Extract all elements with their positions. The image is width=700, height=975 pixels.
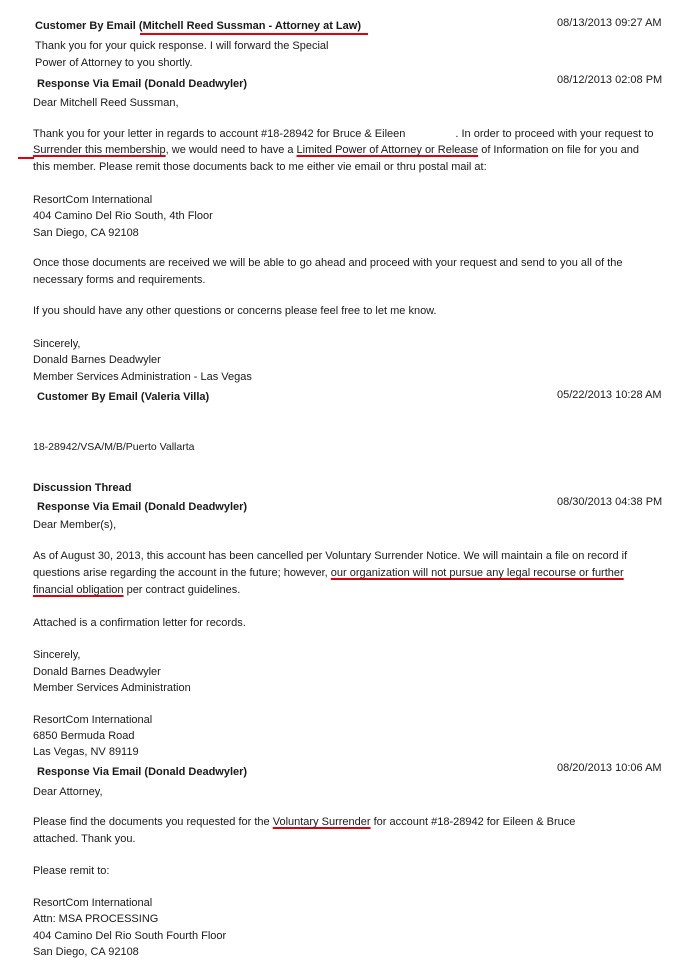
entry-5-salutation: Dear Attorney,	[33, 786, 103, 798]
entry-5-addr-4: San Diego, CA 92108	[33, 946, 139, 958]
entry-5-addr-1: ResortCom International	[33, 897, 153, 909]
surrender-membership-highlight: Surrender this membership	[33, 144, 166, 156]
entry-2-sig-1: Sincerely,	[33, 338, 81, 350]
entry-2-salutation: Dear Mitchell Reed Sussman,	[33, 97, 179, 109]
entry-5-p1-l1a: Please find the documents you requested for the	[33, 816, 273, 828]
entry-4-p1-line-3	[33, 584, 240, 596]
entry-5-addr-3: 404 Camino Del Rio South Fourth Floor	[33, 930, 227, 942]
entry-5-p1-l1c: for account #18-28942 for Eileen & Bruce	[370, 816, 576, 828]
entry-2-p3: If you should have any other questions or concerns please feel free to let me know.	[33, 305, 437, 317]
entry-5-p2: Please remit to:	[33, 865, 110, 877]
entry-4-p2: Attached is a confirmation letter for records.	[33, 617, 246, 629]
entry-4-p1-l3b: per contract guidelines.	[123, 584, 241, 596]
entry-2-p1-l1a: Thank you for your letter in regards to account #18-28942 for Bruce & Eileen	[33, 128, 406, 140]
discussion-thread-title: Discussion Thread	[33, 482, 132, 494]
entry-4-sig-1: Sincerely,	[33, 649, 81, 661]
entry-4-addr-1: ResortCom International	[33, 714, 153, 726]
financial-obligation-highlight: financial obligation	[33, 584, 124, 596]
entry-1-date: 08/13/2013 09:27 AM	[557, 17, 662, 29]
limited-power-highlight: Limited Power of Attorney or Release	[296, 144, 479, 156]
entry-4-addr-3: Las Vegas, NV 89119	[33, 746, 139, 758]
entry-5-p1-line-2: attached. Thank you.	[33, 833, 136, 845]
entry-2-p2-line-2: necessary forms and requirements.	[33, 274, 206, 286]
entry-2-addr-2: 404 Camino Del Rio South, 4th Floor	[33, 210, 213, 222]
highlight-underline-tail	[18, 157, 34, 159]
entry-3-reference: 18-28942/VSA/M/B/Puerto Vallarta	[33, 441, 195, 453]
entry-4-p1-l2a: questions arise regarding the account in the future; however,	[33, 567, 331, 579]
entry-5-p1-line-1	[33, 816, 575, 828]
no-legal-recourse-highlight: our organization will not pursue any legal recourse or further	[330, 567, 624, 579]
entry-5-addr-2: Attn: MSA PROCESSING	[33, 913, 159, 925]
entry-2-p1-l2b: , we would need to have a	[165, 144, 297, 156]
voluntary-surrender-highlight: Voluntary Surrender	[272, 816, 371, 828]
entry-4-p1-line-2	[33, 567, 624, 579]
entry-2-p1-line-3: this member. Please remit those documents back to me either vie email or thru postal mail at:	[33, 161, 487, 173]
entry-4-sig-3: Member Services Administration	[33, 682, 191, 694]
entry-4-p1-line-1: As of August 30, 2013, this account has been cancelled per Voluntary Surrender Notice. We will maintain a file on record if	[33, 550, 628, 562]
entry-5-header: Response Via Email (Donald Deadwyler)	[37, 766, 248, 778]
entry-4-date: 08/30/2013 04:38 PM	[557, 496, 663, 508]
entry-3-date: 05/22/2013 10:28 AM	[557, 389, 662, 401]
entry-2-sig-3: Member Services Administration - Las Vegas	[33, 371, 252, 383]
entry-2-date: 08/12/2013 02:08 PM	[557, 74, 663, 86]
entry-1-header: Customer By Email (Mitchell Reed Sussman - Attorney at Law)	[35, 20, 361, 32]
entry-2-addr-1: ResortCom International	[33, 194, 153, 206]
entry-2-p2-line-1: Once those documents are received we will be able to go ahead and proceed with your request and send to you all of the	[33, 257, 623, 269]
entry-4-addr-2: 6850 Bermuda Road	[33, 730, 135, 742]
entry-2-p1-line-1	[33, 128, 654, 140]
entry-1-line-1: Thank you for your quick response. I will forward the Special	[35, 40, 329, 52]
entry-2-sig-2: Donald Barnes Deadwyler	[33, 354, 161, 366]
entry-2-p1-line-2	[33, 144, 639, 156]
entry-2-p1-l1b: . In order to proceed with your request to	[455, 128, 654, 140]
entry-2-header: Response Via Email (Donald Deadwyler)	[37, 78, 248, 90]
entry-4-sig-2: Donald Barnes Deadwyler	[33, 666, 161, 678]
highlight-underline	[140, 33, 368, 35]
entry-4-salutation: Dear Member(s),	[33, 519, 117, 531]
entry-1-line-2: Power of Attorney to you shortly.	[35, 57, 193, 69]
entry-3-header: Customer By Email (Valeria Villa)	[37, 391, 210, 403]
entry-2-addr-3: San Diego, CA 92108	[33, 227, 139, 239]
entry-4-header: Response Via Email (Donald Deadwyler)	[37, 501, 248, 513]
entry-5-date: 08/20/2013 10:06 AM	[557, 762, 662, 774]
entry-2-p1-l2d: of Information on file for you and	[478, 144, 639, 156]
